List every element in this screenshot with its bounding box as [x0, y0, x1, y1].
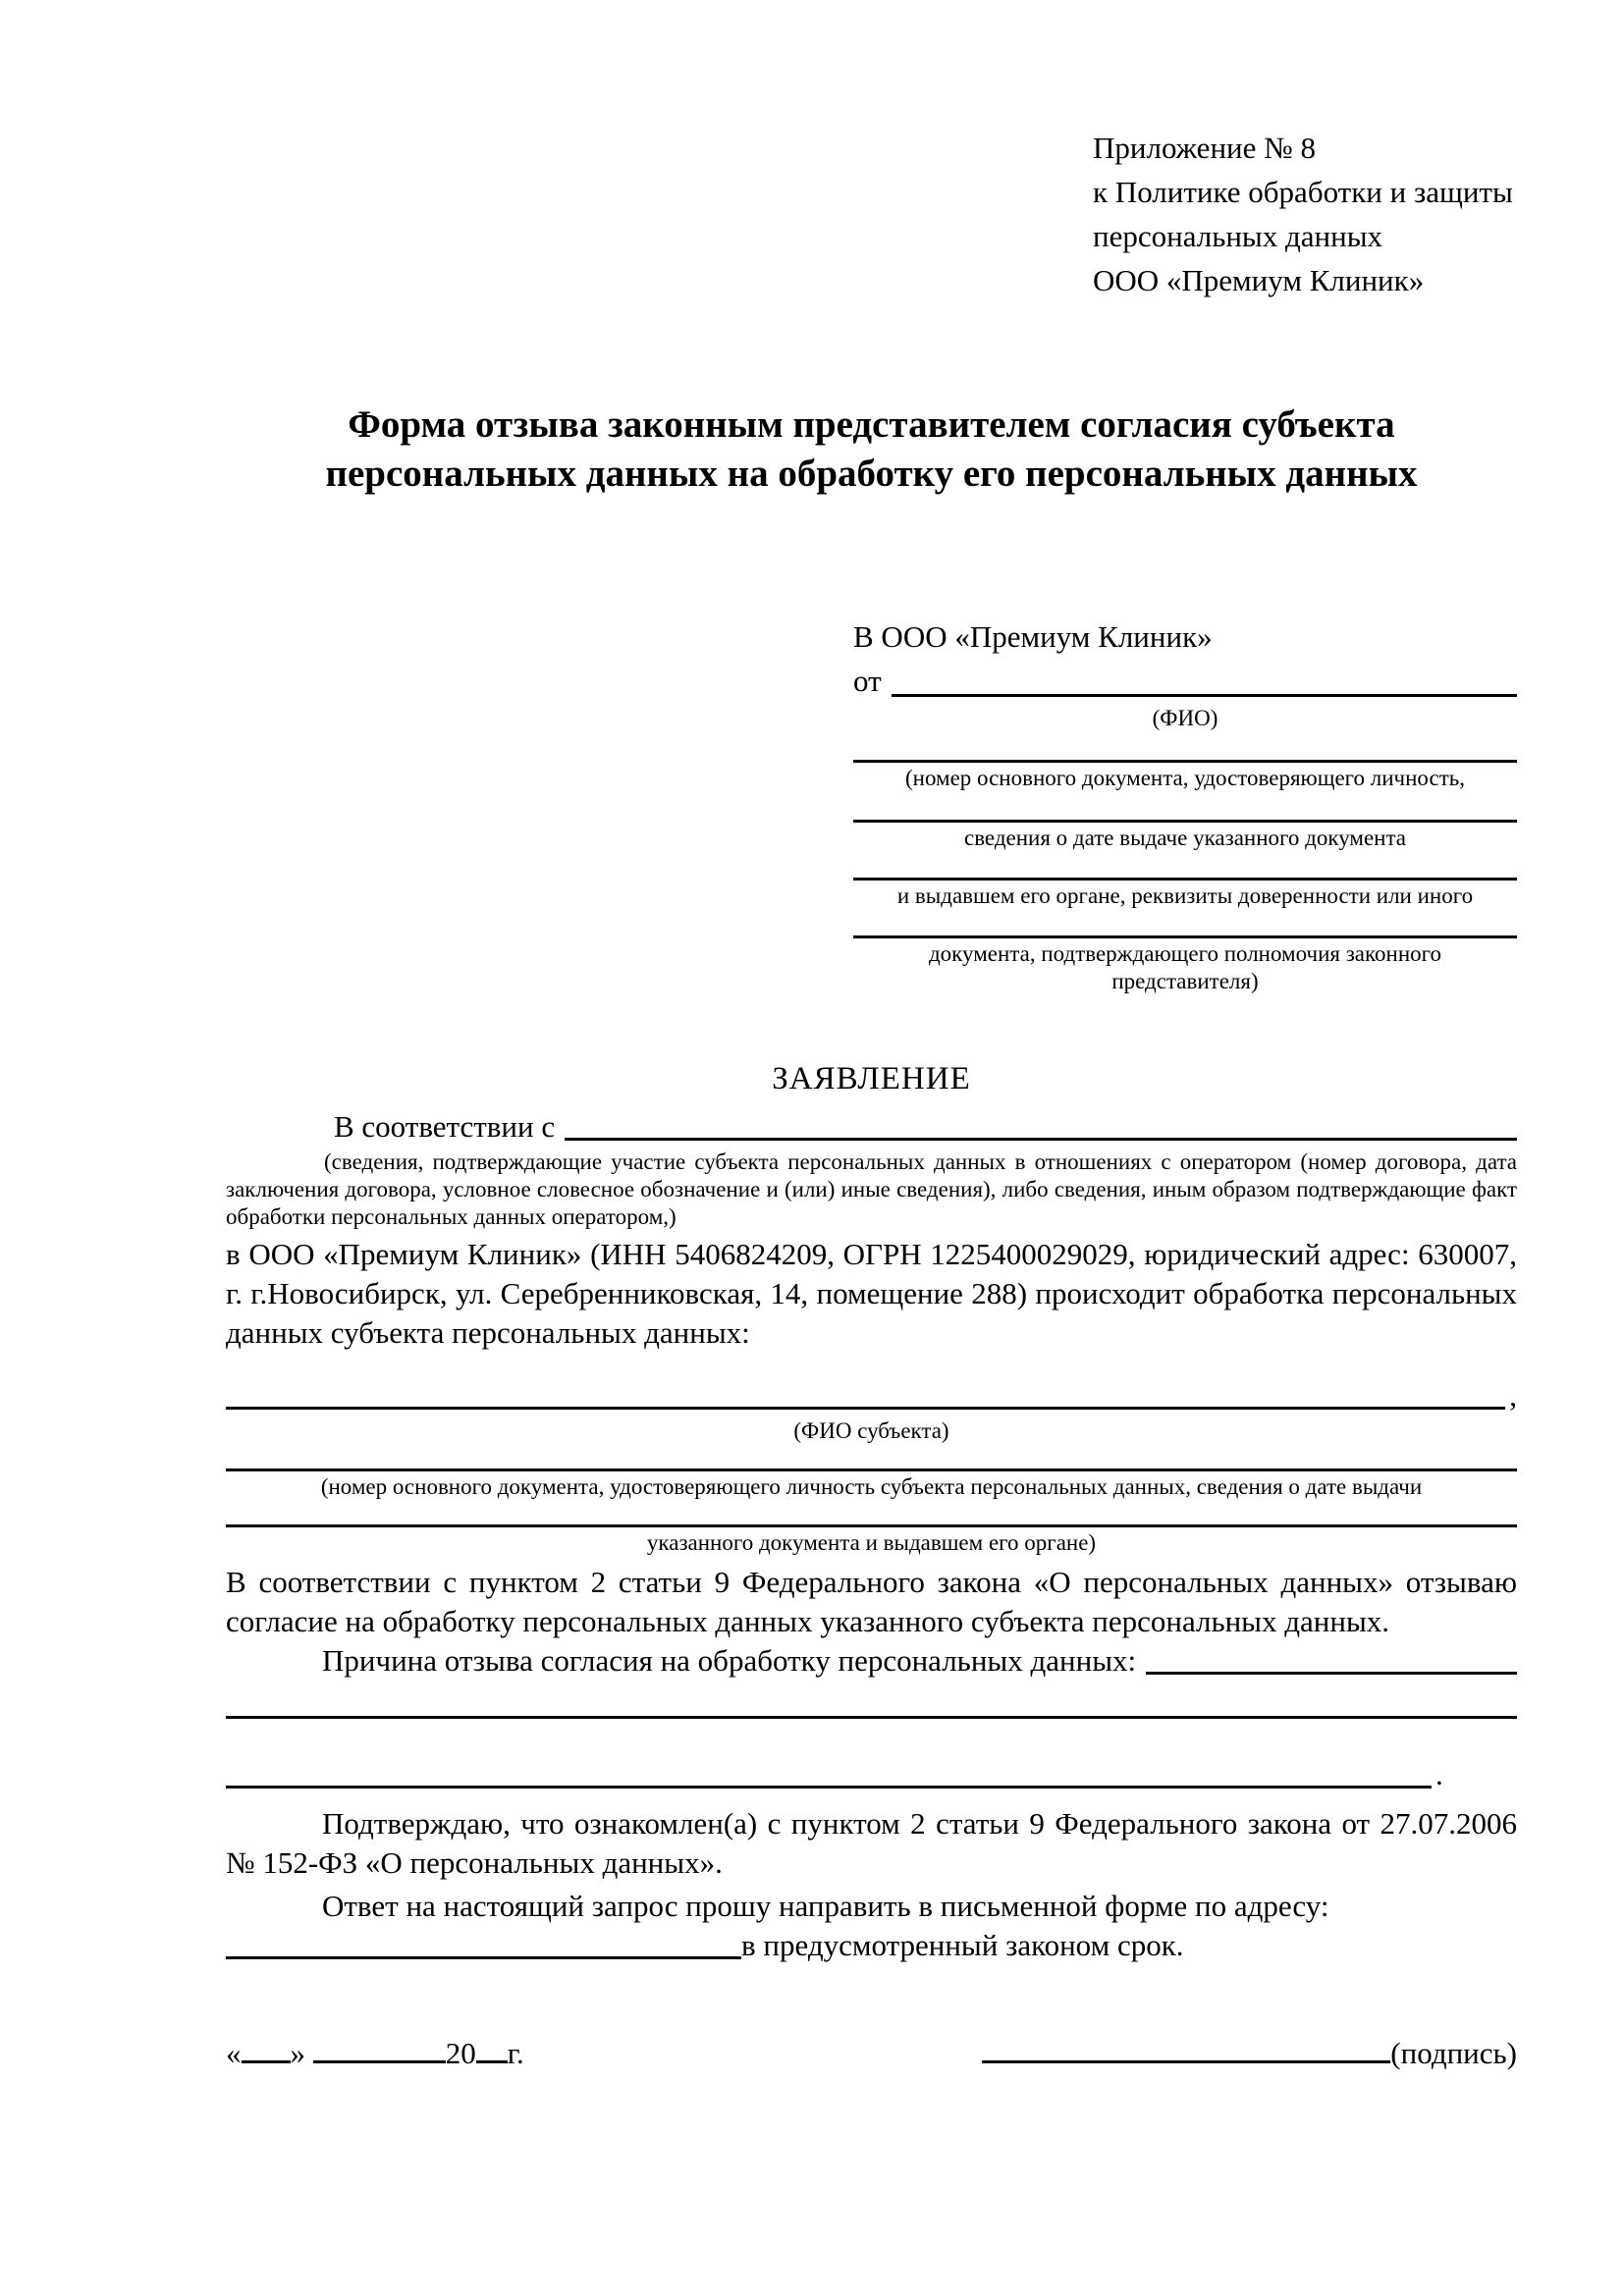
appendix-header — [1093, 126, 1517, 302]
subject-doc-caption: указанного документа и выдавшем его органе) — [646, 1530, 1097, 1555]
subject-doc-line — [226, 1468, 1517, 1471]
accordance-row — [226, 1107, 1517, 1147]
rep-doc-caption: документа, подтверждающего полномочия законного представителя) — [928, 941, 1441, 993]
reply-tail: в предусмотренный законом срок. — [741, 1928, 1184, 1962]
rep-doc-line — [853, 820, 1517, 823]
signature-group — [982, 2034, 1517, 2073]
confirm-paragraph: Подтверждаю, что ознакомлен(а) с пунктом 2 статьи 9 Федерального закона от 27.07.2006 № 152-ФЗ «О персональных данных». — [226, 1806, 1517, 1880]
subject-fio-line — [226, 1376, 1505, 1410]
reason-label: Причина отзыва согласия на обработку персональных данных: — [322, 1643, 1137, 1678]
reason-line — [1146, 1641, 1517, 1675]
subject-fio-comma: , — [1509, 1378, 1517, 1413]
signature-line — [982, 2037, 1390, 2063]
withdraw-paragraph: В соответствии с пунктом 2 статьи 9 Федерального закона «О персональных данных» отзываю согласие на обработку персональных данных указанного субъекта персональных данных. — [226, 1565, 1517, 1638]
document-title-line: персональных данных на обработку его персональных данных — [325, 453, 1418, 495]
date-day-line — [242, 2037, 291, 2063]
appendix-header-line: ООО «Премиум Клиник» — [1093, 263, 1425, 297]
reply-paragraph: Ответ на настоящий запрос прошу направить в письменной форме по адресу: — [322, 1889, 1329, 1923]
accordance-label: В соответствии с — [334, 1109, 556, 1144]
document-title — [226, 400, 1517, 499]
appendix-header-line: Приложение № 8 — [1093, 131, 1316, 165]
reason-blank-line — [226, 1755, 1432, 1789]
accordance-line — [565, 1107, 1517, 1141]
date-month-line — [313, 2037, 446, 2063]
subject-doc-caption: (номер основного документа, удостоверяющего личность субъекта персональных данных, сведения о дате выдачи — [320, 1474, 1423, 1499]
reason-blank-row — [226, 1755, 1517, 1794]
reply-address-line — [226, 1926, 741, 1959]
date-signature-row — [226, 2034, 1517, 2073]
rep-doc-caption: сведения о дате выдаче указанного документа — [963, 826, 1407, 850]
rep-doc-caption: (номер основного документа, удостоверяющего личность, — [904, 766, 1465, 790]
subject-fio-caption: (ФИО субъекта) — [793, 1418, 949, 1443]
reason-row — [226, 1641, 1517, 1681]
operator-paragraph: в ООО «Премиум Клиник» (ИНН 5406824209, ОГРН 1225400029029, юридический адрес: 630007, г. г.Новосибирск, ул. Серебренниковская, 14, помещение 288) происходит обработка персональных данных субъекта персональных данных: — [226, 1237, 1517, 1350]
date-year: 20 — [445, 2036, 476, 2070]
appendix-header-line: персональных данных — [1093, 219, 1383, 253]
rep-doc-line — [853, 878, 1517, 881]
subject-doc-line — [226, 1524, 1517, 1527]
date-quote-close: » — [290, 2036, 305, 2070]
date-quote-open: « — [226, 2036, 242, 2070]
rep-doc-line — [853, 935, 1517, 938]
signature-caption: (подпись) — [1390, 2036, 1517, 2070]
date-year-line — [476, 2037, 508, 2063]
reason-blank-line — [226, 1716, 1517, 1719]
accordance-note: (сведения, подтверждающие участие субъекта персональных данных в отношениях с оператором (номер договора, дата заключения договора, условное словесное обозначение и (или) иные сведения), либо сведения, иным образом подтверждающие факт обработки персональных данных оператором,) — [226, 1149, 1517, 1229]
document-title-line: Форма отзыва законным представителем согласия субъекта — [348, 403, 1395, 446]
from-label: от — [853, 664, 882, 698]
appendix-header-line: к Политике обработки и защиты — [1093, 175, 1513, 209]
addressee-to: В ООО «Премиум Клиник» — [853, 619, 1213, 654]
date-year-suffix: г. — [507, 2036, 524, 2070]
from-row — [853, 659, 1517, 703]
rep-doc-caption: и выдавшем его органе, реквизиты доверенности или иного — [896, 883, 1474, 908]
addressee-block — [853, 614, 1517, 995]
date-group — [226, 2034, 524, 2073]
blank-period: . — [1435, 1757, 1443, 1791]
fio-caption: (ФИО) — [1152, 706, 1218, 730]
reply-address-row — [226, 1926, 1517, 1965]
statement-heading: ЗАЯВЛЕНИЕ — [772, 1061, 971, 1096]
rep-doc-line — [853, 760, 1517, 763]
subject-fio-row — [226, 1376, 1517, 1415]
from-fio-line — [892, 659, 1517, 697]
